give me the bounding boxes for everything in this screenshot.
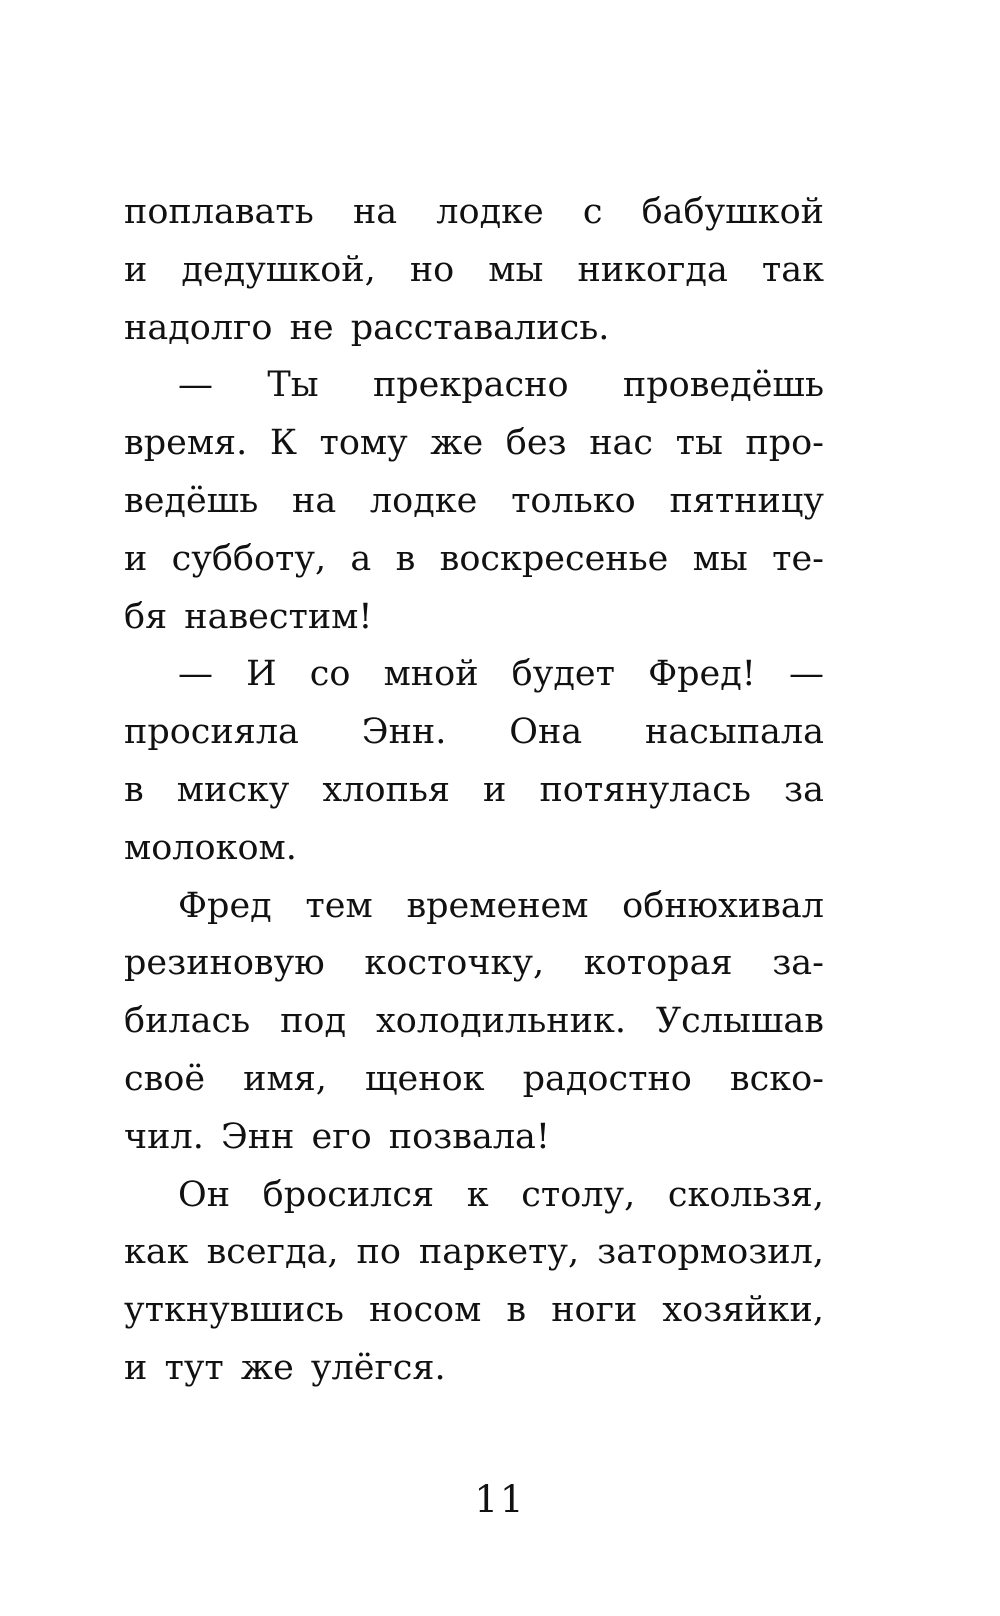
text-line: — И со мной будет Фред! —: [178, 654, 824, 695]
text-line: надолго не расставались.: [124, 307, 610, 348]
text-line: билась под холодильник. Услышав: [124, 1001, 824, 1042]
text-line: своё имя, щенок радостно вско-: [124, 1058, 824, 1099]
text-line: Он бросился к столу, скользя,: [178, 1174, 824, 1215]
text-line: уткнувшись носом в ноги хозяйки,: [124, 1290, 824, 1331]
page-number: 11: [474, 1478, 526, 1521]
text-line: резиновую косточку, которая за-: [124, 943, 824, 984]
text-line: и тут же улёгся.: [124, 1347, 446, 1388]
text-line: просияла Энн. Она насыпала: [124, 712, 824, 753]
text-line: — Ты прекрасно проведёшь: [178, 365, 824, 406]
text-line: в миску хлопья и потянулась за: [124, 769, 824, 810]
text-line: время. К тому же без нас ты про-: [124, 423, 824, 464]
text-line: молоком.: [124, 827, 297, 868]
text-line: чил. Энн его позвала!: [124, 1116, 550, 1157]
body-text: [124, 184, 824, 1398]
text-line: и дедушкой, но мы никогда так: [124, 249, 824, 290]
text-line: ведёшь на лодке только пятницу: [124, 480, 824, 521]
text-line: бя навестим!: [124, 596, 373, 637]
text-line: Фред тем временем обнюхивал: [178, 885, 824, 926]
text-line: и субботу, а в воскресенье мы те-: [124, 538, 824, 579]
text-line: как всегда, по паркету, затормозил,: [124, 1232, 824, 1273]
text-line: поплавать на лодке с бабушкой: [124, 192, 824, 232]
